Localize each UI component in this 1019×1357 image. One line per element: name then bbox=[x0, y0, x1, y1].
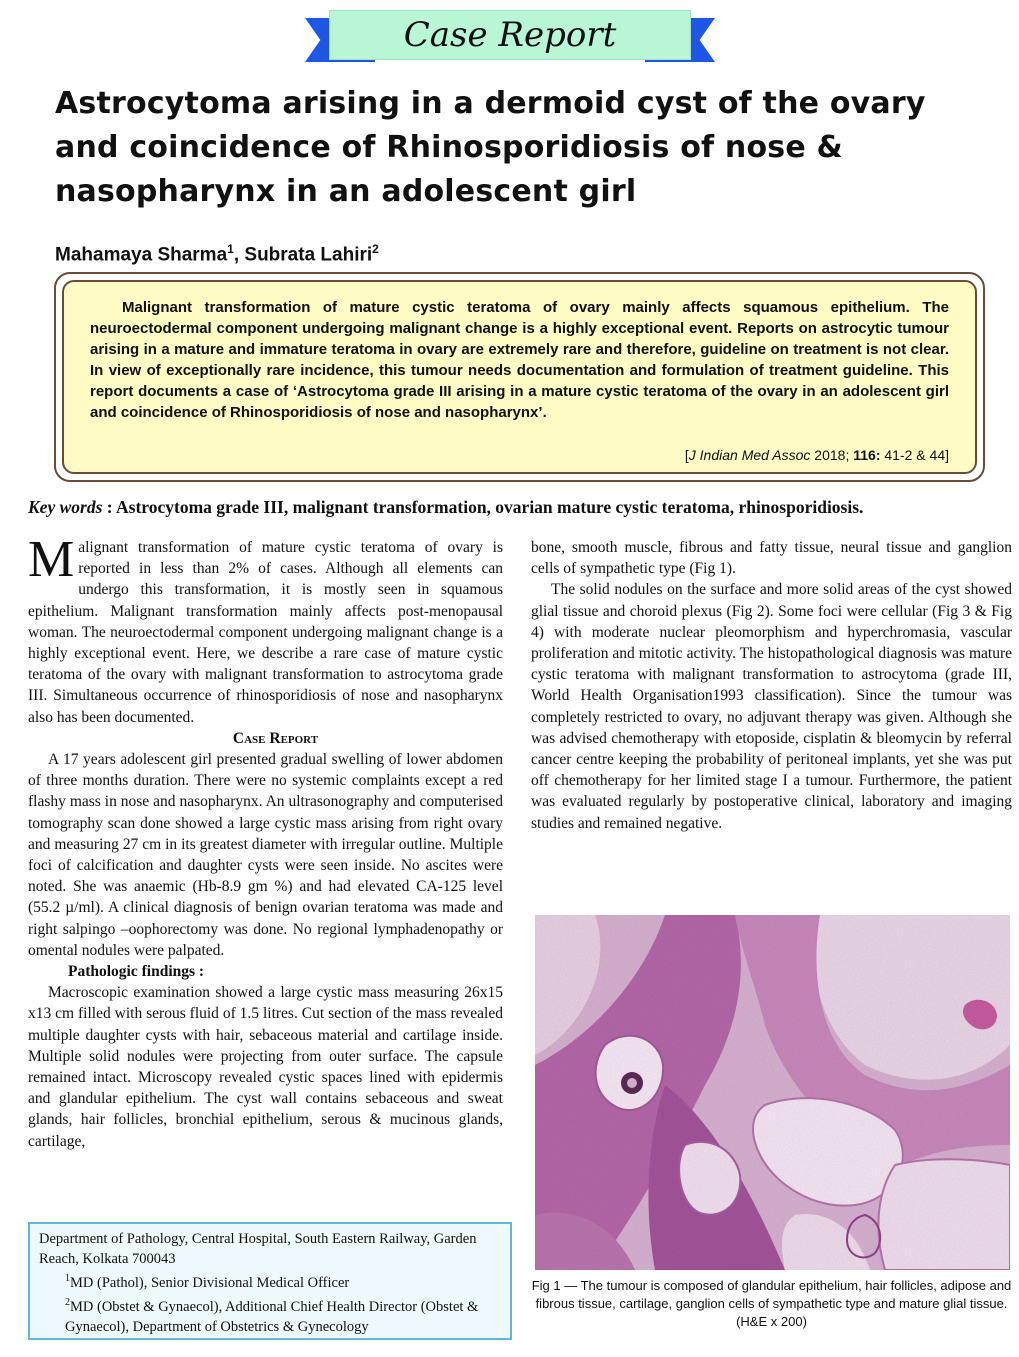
drop-cap: M bbox=[28, 531, 75, 588]
left-column bbox=[28, 531, 503, 1152]
abstract-box bbox=[62, 280, 977, 474]
keywords-text: Astrocytoma grade III, malignant transformation, ovarian mature cystic teratoma, rhinosporidiosis. bbox=[116, 497, 864, 517]
keywords-sep: : bbox=[102, 497, 116, 517]
banner-label: Case Report bbox=[403, 15, 617, 55]
citation-year: 2018; bbox=[810, 447, 854, 463]
case-paragraph: A 17 years adolescent girl presented gradual swelling of lower abdomen of three months duration. There were no systemic complaints except a red flashy mass in nose and nasopharynx. An ultrasonography and computerised tomography scan done showed a large cystic mass arising from right ovary and measuring 27 cm in its greatest diameter with irregular outline. Multiple foci of calcification and daughter cysts were seen inside. No ascites were noted. She was anaemic (Hb-8.9 gm %) and had elevated CA-125 level (55.2 µ/ml). A clinical diagnosis of benign ovarian teratoma was made and right salpingo –oophorectomy was done. No regional lymphadenopathy or omental nodules were palpated. bbox=[28, 751, 503, 959]
right-column bbox=[531, 537, 1012, 834]
affiliation-dept: Department of Pathology, Central Hospital, South Eastern Railway, Garden Reach, Kolkata 700043 bbox=[39, 1231, 477, 1267]
micrograph-image bbox=[535, 915, 1010, 1270]
affiliation-author-2 bbox=[39, 1293, 501, 1337]
affiliation-2-text: MD (Obstet & Gynaecol), Additional Chief Health Director (Obstet & Gynaecol), Department of Obstetrics & Gynecology bbox=[65, 1299, 479, 1335]
keywords-label: Key words bbox=[28, 497, 103, 517]
author-separator: , bbox=[233, 244, 245, 266]
banner-label-box bbox=[329, 10, 691, 60]
keywords bbox=[28, 497, 1013, 518]
pathology-paragraph: Macroscopic examination showed a large cystic mass measuring 26x15 x13 cm filled with serous fluid of 1.5 litres. Cut section of the mass revealed multiple daughter cysts with hair, sebaceous material and cartilage inside. Multiple solid nodules were projecting from outer surface. The capsule remained intact. Microscopy revealed cystic spaces lined with epidermis and glandular epithelium. The cyst wall contains sebaceous and sweat glands, hair follicles, bronchial epithelium, serous & mucinous glands, cartilage, bbox=[28, 984, 503, 1150]
figure-caption: Fig 1 — The tumour is composed of glandular epithelium, hair follicles, adipose and fibrous tissue, cartilage, ganglion cells of sympathetic type and mature glial tissue. (H&E x 200) bbox=[531, 1278, 1012, 1329]
author-2-sup: 2 bbox=[372, 242, 379, 256]
author-1: Mahamaya Sharma bbox=[55, 244, 228, 266]
author-line bbox=[55, 242, 379, 266]
intro-paragraph bbox=[28, 531, 503, 728]
citation bbox=[685, 445, 949, 466]
intro-text: alignant transformation of mature cystic teratoma of ovary is reported in less than 2% of cases. Although all elements can undergo this transformation, it is mostly seen in squamous epithelium. Malignant transformation mainly affects post-menopausal woman. The neuroectodermal component undergoing malignant change is a highly exceptional event. Here, we describe a rare case of mature cystic teratoma of the ovary with malignant transformation to astrocytoma grade III. Simultaneous occurrence of rhinosporidiosis of nose and nasopharynx also has been documented. bbox=[28, 539, 503, 726]
section-heading-case-report: Case Report bbox=[232, 729, 319, 747]
affiliation-author-1 bbox=[39, 1269, 501, 1293]
affiliation-2-sup: 2 bbox=[65, 1297, 70, 1309]
affiliation-1-sup: 1 bbox=[65, 1273, 70, 1284]
article-title: Astrocytoma arising in a dermoid cyst of the ovary and coincidence of Rhinosporidiosis of nose & nasopharynx in an adolescent girl bbox=[55, 86, 926, 209]
author-2: Subrata Lahiri bbox=[244, 244, 373, 266]
citation-volume: 116: bbox=[853, 447, 881, 463]
citation-journal: J Indian Med Assoc bbox=[688, 447, 811, 463]
continuation-paragraph: bone, smooth muscle, fibrous and fatty tissue, neural tissue and ganglion cells of sympathetic type (Fig 1). bbox=[531, 539, 1012, 578]
affiliation-1-text: MD (Pathol), Senior Divisional Medical Officer bbox=[70, 1274, 350, 1291]
affiliation-box bbox=[28, 1222, 512, 1340]
histology-micrograph bbox=[535, 915, 1010, 1270]
diagnosis-paragraph: The solid nodules on the surface and more solid areas of the cyst showed glial tissue and choroid plexus (Fig 2). Some foci were cellular (Fig 3 & Fig 4) with moderate nuclear pleomorphism and hyperchromasia, vascular proliferation and mitotic activity. The histopathological diagnosis was mature cystic teratoma with malignant transformation to astrocytoma (grade III, World Health Organisation1993 classification). Since the tumour was completely restricted to ovary, no adjuvant therapy was given. Although she was advised chemotherapy with etoposide, cisplatin & bleomycin by referral cancer centre keeping the probability of peritoneal implants, yet she was put off chemotherapy for her limited stage I a tumour. Furthermore, the patient was evaluated regularly by postoperative clinical, laboratory and imaging studies and remained negative. bbox=[531, 581, 1012, 832]
case-report-banner bbox=[305, 10, 715, 66]
author-1-sup: 1 bbox=[227, 242, 234, 256]
abstract-text: Malignant transformation of mature cystic teratoma of ovary mainly affects squamous epithelium. The neuroectodermal component undergoing malignant change is a highly exceptional event. Reports on astrocytic tumour arising in a mature and immature teratoma in ovary are extremely rare and therefore, guideline on treatment is not clear. In view of exceptionally rare incidence, this tumour needs documentation and formulation of treatment guideline. This report documents a case of ‘Astrocytoma grade III arising in a mature cystic teratoma of the ovary in an adolescent girl and coincidence of Rhinosporidiosis of nose and nasopharynx’. bbox=[90, 299, 949, 421]
section-heading-pathologic: Pathologic findings : bbox=[68, 963, 205, 981]
abstract-frame bbox=[54, 272, 985, 482]
citation-open: [ bbox=[684, 447, 689, 463]
citation-pages: 41-2 & 44] bbox=[880, 447, 949, 463]
